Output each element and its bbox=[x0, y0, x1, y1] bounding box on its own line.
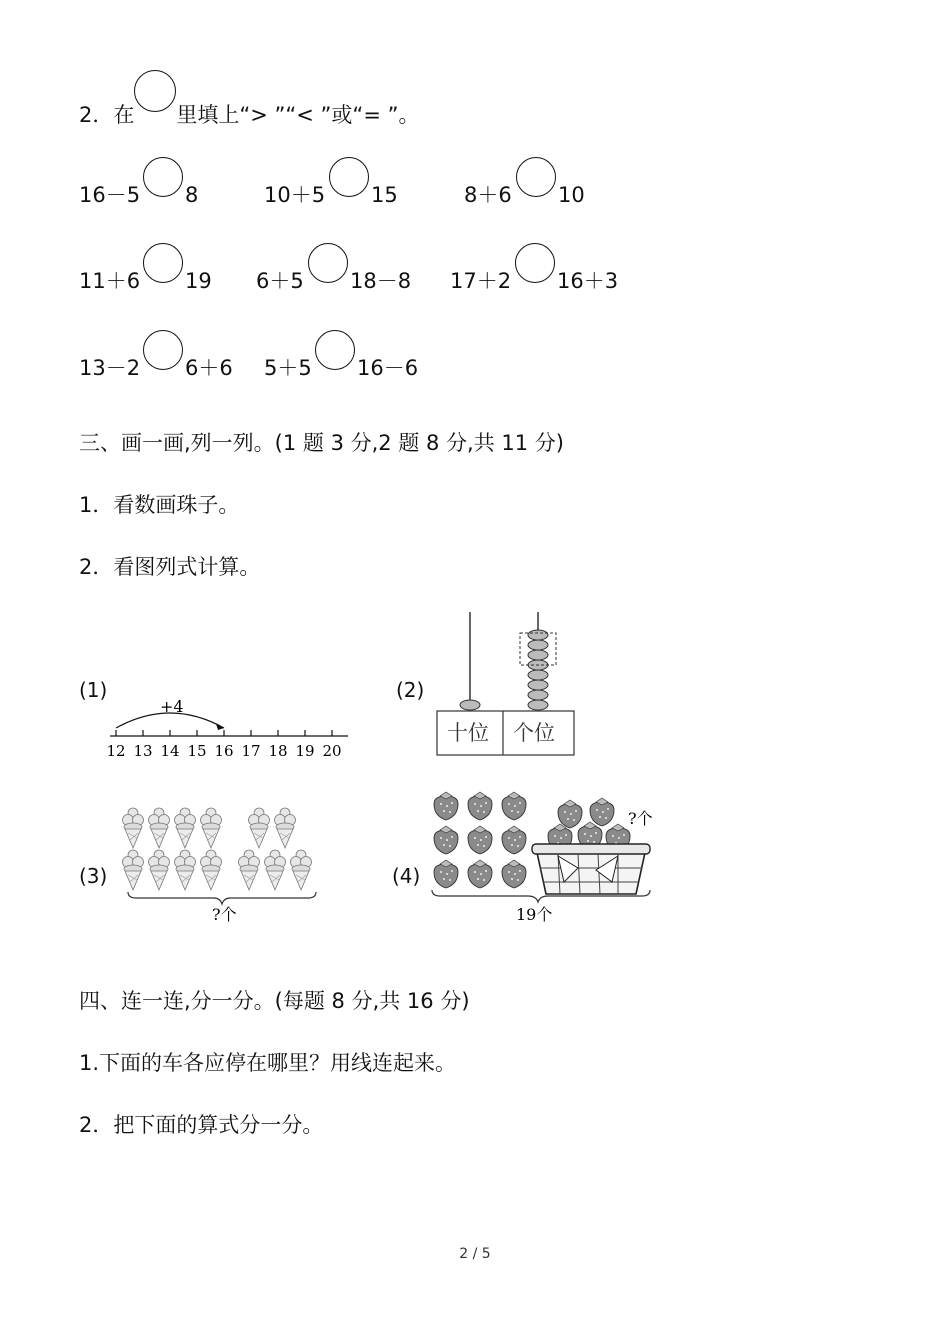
number-line-figure bbox=[104, 692, 354, 762]
total-label: 19个 bbox=[516, 905, 553, 924]
page-number: 2 / 5 bbox=[459, 1246, 491, 1262]
answer-circle[interactable] bbox=[308, 243, 348, 283]
expr-left: 8＋6 bbox=[464, 183, 512, 207]
section-3-question-2: 2．看图列式计算。 bbox=[79, 555, 261, 579]
bead bbox=[528, 650, 548, 660]
tick-label: 17 bbox=[241, 742, 261, 760]
expr-left: 10＋5 bbox=[264, 183, 326, 207]
figure-3-label: (3) bbox=[79, 864, 108, 888]
tick-label: 13 bbox=[133, 742, 153, 760]
ones-label: 个位 bbox=[513, 721, 555, 745]
total-brace bbox=[128, 892, 316, 904]
expr-right: 10 bbox=[558, 183, 585, 207]
strawberry-icon bbox=[502, 826, 526, 854]
strawberry-icon bbox=[434, 860, 458, 888]
tick-label: 16 bbox=[214, 742, 234, 760]
ice-cream-icon bbox=[201, 808, 222, 848]
expr-left: 6＋5 bbox=[256, 269, 304, 293]
strawberry-icon bbox=[468, 792, 492, 820]
expr-right: 6＋6 bbox=[185, 356, 233, 380]
bead bbox=[528, 640, 548, 650]
strawberry-icon bbox=[502, 792, 526, 820]
expr-left: 16－5 bbox=[79, 183, 141, 207]
tick-label: 19 bbox=[295, 742, 315, 760]
answer-circle[interactable] bbox=[329, 157, 369, 197]
section-3-question-1: 1．看数画珠子。 bbox=[79, 493, 240, 517]
bead bbox=[528, 690, 548, 700]
jump-label: +4 bbox=[160, 697, 184, 716]
answer-circle[interactable] bbox=[143, 157, 183, 197]
answer-circle-sample bbox=[134, 96, 176, 122]
expr-right: 16＋3 bbox=[557, 269, 619, 293]
answer-circle[interactable] bbox=[143, 330, 183, 370]
question-2-compare-instruction bbox=[79, 96, 419, 128]
answer-circle[interactable] bbox=[143, 243, 183, 283]
strawberry-icon bbox=[502, 860, 526, 888]
ice-cream-figure bbox=[118, 802, 324, 928]
instruction-suffix: 里填上“> ”“< ”或“= ”。 bbox=[176, 103, 420, 127]
tick-label: 18 bbox=[268, 742, 288, 760]
ice-cream-icon bbox=[175, 850, 196, 890]
strawberry-icons bbox=[434, 792, 526, 888]
expr-left: 17＋2 bbox=[450, 269, 512, 293]
section-4-heading: 四、连一连,分一分。(每题 8 分,共 16 分) bbox=[79, 989, 470, 1013]
expr-left: 5＋5 bbox=[264, 356, 312, 380]
figure-1-label: (1) bbox=[79, 678, 108, 702]
expr-right: 8 bbox=[185, 183, 199, 207]
ice-cream-icon bbox=[149, 808, 170, 848]
answer-circle[interactable] bbox=[315, 330, 355, 370]
expr-right: 16－6 bbox=[357, 356, 419, 380]
strawberry-icon bbox=[434, 792, 458, 820]
tick-label: 12 bbox=[106, 742, 126, 760]
section-4-question-1: 1.下面的车各应停在哪里？用线连起来。 bbox=[79, 1051, 457, 1075]
ice-cream-icons bbox=[123, 808, 312, 890]
strawberry-icon bbox=[468, 826, 492, 854]
section-4-question-2: 2．把下面的算式分一分。 bbox=[79, 1113, 324, 1137]
figure-4-label: (4) bbox=[392, 864, 421, 888]
tick-label: 20 bbox=[322, 742, 342, 760]
strawberry-figure bbox=[428, 786, 668, 928]
ones-beads bbox=[528, 630, 548, 710]
ice-cream-icon bbox=[123, 850, 144, 890]
bead bbox=[528, 700, 548, 710]
bead bbox=[528, 630, 548, 640]
ice-cream-icon bbox=[175, 808, 196, 848]
ice-cream-icon bbox=[249, 808, 270, 848]
tick-group bbox=[106, 730, 341, 760]
strawberry-icon bbox=[468, 860, 492, 888]
ice-cream-icon bbox=[123, 808, 144, 848]
answer-circle[interactable] bbox=[516, 157, 556, 197]
expr-right: 19 bbox=[185, 269, 212, 293]
total-label: ?个 bbox=[212, 905, 237, 924]
figure-2-label: (2) bbox=[396, 678, 425, 702]
answer-circle[interactable] bbox=[515, 243, 555, 283]
section-3-heading: 三、画一画,列一列。(1 题 3 分,2 题 8 分,共 11 分) bbox=[79, 431, 564, 455]
ice-cream-icon bbox=[201, 850, 222, 890]
bead bbox=[528, 670, 548, 680]
tick-label: 15 bbox=[187, 742, 207, 760]
expr-left: 11＋6 bbox=[79, 269, 141, 293]
ice-cream-icon bbox=[275, 808, 296, 848]
tens-label: 十位 bbox=[447, 721, 489, 745]
strawberry-icon bbox=[434, 826, 458, 854]
ice-cream-icon bbox=[239, 850, 260, 890]
basket-label: ?个 bbox=[628, 809, 653, 828]
ice-cream-icon bbox=[291, 850, 312, 890]
instruction-prefix: 2．在 bbox=[79, 103, 135, 127]
abacus-figure bbox=[436, 610, 578, 758]
bead bbox=[460, 700, 480, 710]
expr-left: 13－2 bbox=[79, 356, 141, 380]
ice-cream-icon bbox=[265, 850, 286, 890]
ice-cream-icon bbox=[149, 850, 170, 890]
bead bbox=[528, 680, 548, 690]
expr-right: 18－8 bbox=[350, 269, 412, 293]
tick-label: 14 bbox=[160, 742, 180, 760]
expr-right: 15 bbox=[371, 183, 398, 207]
